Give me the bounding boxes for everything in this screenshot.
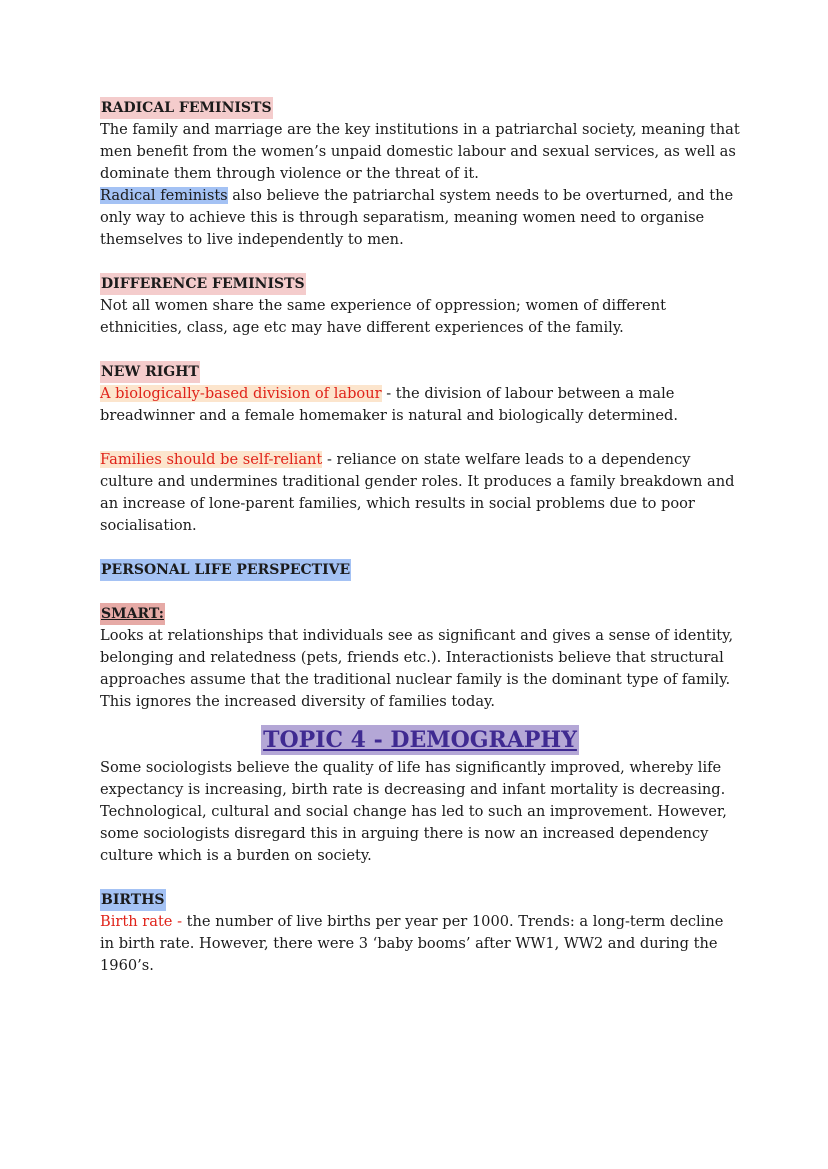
births-paragraph <box>100 911 740 977</box>
new-right-paragraph-1-text: - the division of labour between a male breadwinner and a female homemaker is natural and biologically determined. <box>100 385 678 424</box>
births-heading: BIRTHS <box>100 889 166 911</box>
personal-life-paragraph: Looks at relationships that individuals see as significant and gives a sense of identity, belonging and relatedness (pets, friends etc.). Interactionists believe that structural approaches assume that the traditional nuclear family is the dominant type of family. This ignores the increased diversity of families today. <box>100 627 734 710</box>
new-right-section <box>100 361 740 537</box>
topic-4-title: TOPIC 4 - DEMOGRAPHY <box>263 727 577 753</box>
difference-feminists-paragraph: Not all women share the same experience of oppression; women of different ethnicities, class, age etc may have different experiences of the family. <box>100 297 666 336</box>
radical-feminists-paragraph-1: The family and marriage are the key institutions in a patriarchal society, meaning that men benefit from the women’s unpaid domestic labour and sexual services, as well as dominate them through violence or the threat of it. <box>100 121 740 182</box>
births-paragraph-text: the number of live births per year per 1000. Trends: a long-term decline in birth rate. However, there were 3 ‘baby booms’ after WW1, WW2 and during the 1960’s. <box>100 913 724 974</box>
new-right-paragraph-2-text: - reliance on state welfare leads to a dependency culture and undermines traditional gender roles. It produces a family breakdown and an increase of lone-parent families, which results in social problems due to poor socialisation. <box>100 451 735 534</box>
new-right-paragraph-2 <box>100 449 740 537</box>
radical-feminists-highlight: Radical feminists <box>100 187 228 204</box>
radical-feminists-paragraph-2 <box>100 185 740 251</box>
demography-paragraph: Some sociologists believe the quality of life has significantly improved, whereby life expectancy is increasing, birth rate is decreasing and infant mortality is decreasing. Technological, cultural and social change has led to such an improvement. However, some sociologists disregard this in arguing there is now an increased dependency culture which is a burden on society. <box>100 759 727 864</box>
birth-rate-term: Birth rate - <box>100 913 187 930</box>
new-right-paragraph-1 <box>100 383 740 427</box>
personal-life-heading: PERSONAL LIFE PERSPECTIVE <box>100 559 351 581</box>
new-right-heading: NEW RIGHT <box>100 361 200 383</box>
division-of-labour-term: A biologically-based division of labour <box>100 385 382 402</box>
personal-life-section <box>100 559 740 713</box>
difference-feminists-heading: DIFFERENCE FEMINISTS <box>100 273 306 295</box>
radical-feminists-heading: RADICAL FEMINISTS <box>100 97 273 119</box>
self-reliant-term: Families should be self-reliant <box>100 451 323 468</box>
document-page <box>100 97 740 977</box>
topic-title-wrap <box>100 725 740 755</box>
births-section <box>100 889 740 977</box>
radical-feminists-section <box>100 97 740 251</box>
difference-feminists-section <box>100 273 740 339</box>
radical-feminists-paragraph-2-text: also believe the patriarchal system needs to be overturned, and the only way to achieve this is through separatism, meaning women need to organise themselves to live independently to men. <box>100 187 734 248</box>
smart-label: SMART: <box>100 603 165 625</box>
demography-section <box>100 757 740 867</box>
